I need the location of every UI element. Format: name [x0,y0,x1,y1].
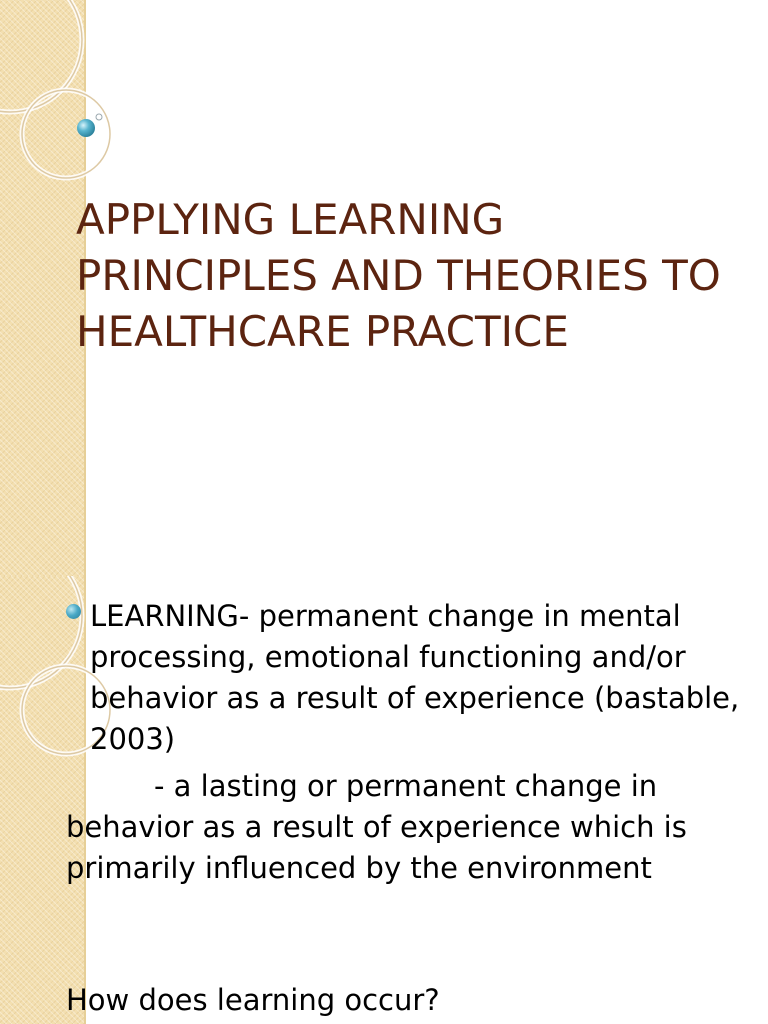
slide-title: APPLYING LEARNING PRINCIPLES AND THEORIES TO HEALTHCARE PRACTICE [76,195,721,356]
bullet-icon [66,604,81,619]
decorative-orb-icon [0,0,120,160]
content-slide [0,576,768,1024]
question-text: How does learning occur? [66,983,440,1017]
bullet-definition: LEARNING- permanent change in mental processing, emotional functioning and/or behavior as a result of experience (bastable, 2003) [90,599,740,756]
definition-paragraph: - a lasting or permanent change in behavior as a result of experience which is primarily influenced by the environment [66,769,687,885]
